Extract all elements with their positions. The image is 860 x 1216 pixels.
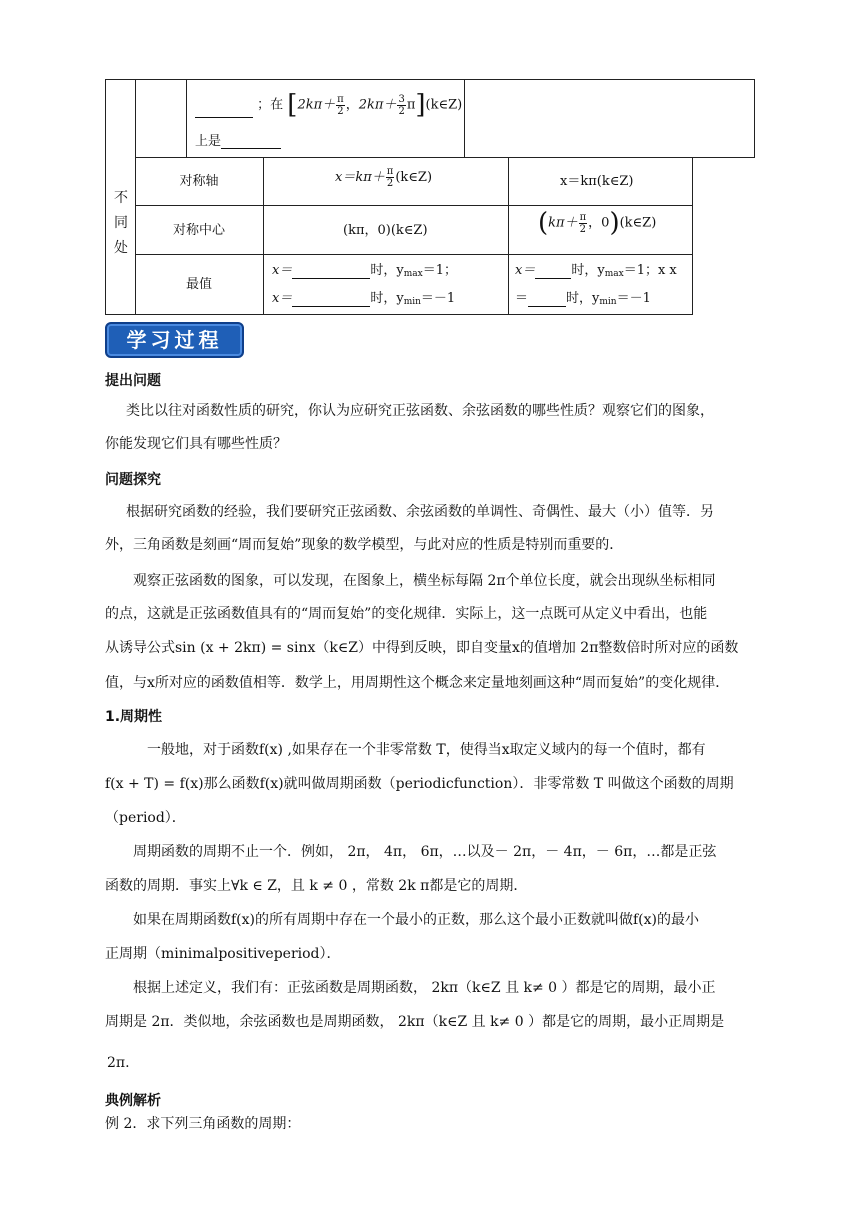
sin-axis: x＝kπ＋ $\frac{\pi}{2}$ (k∈Z) <box>335 166 433 189</box>
row-label-axis: 对称轴 <box>179 174 219 189</box>
para-7c: 2π. <box>107 1055 130 1071</box>
para-7b: 周期是 2π．类似地，余弦函数也是周期函数， 2kπ（k∈Z 且 k≠ 0 ）都是它的周期，最小正周期是 <box>105 1014 725 1030</box>
interval-pi: π <box>406 97 416 113</box>
sin-max: x＝ 时，$y_{max}=1$； <box>272 263 457 279</box>
row-label-center: 对称中心 <box>172 223 225 238</box>
text-in: ；在 <box>257 97 284 113</box>
cos-axis: x＝kπ(k∈Z) <box>560 174 634 189</box>
heading-explore: 问题探究 <box>105 472 161 488</box>
para-1b: 你能发现它们具有哪些性质？ <box>105 436 287 452</box>
sin-min: x＝ 时，$y_{min}=-1$ <box>272 291 456 307</box>
answer-blank <box>195 117 253 118</box>
left-bracket: [ <box>287 90 298 120</box>
cos-center: (kπ＋ $\frac{\pi}{2}$ ，0)(k∈Z) <box>538 208 657 238</box>
interval-sep: ， <box>345 97 359 113</box>
para-6a: 如果在周期函数f(x)的所有周期中存在一个最小的正数，那么这个最小正数就叫做f(x)的最小 <box>133 912 699 928</box>
para-4b: f(x + T) = f(x)那么函数f(x)就叫做周期函数（periodicfunction）．非零常数 T 叫做这个函数的周期 <box>105 776 734 792</box>
para-2b: 外，三角函数是刻画“周而复始”现象的数学模型，与此对应的性质是特别而重要的． <box>105 537 624 553</box>
para-2a: 根据研究函数的经验，我们要研究正弦函数、余弦函数的单调性、奇偶性、最大（小）值等．另 <box>126 504 714 520</box>
answer-blank <box>221 148 281 149</box>
cos-max: x＝ 时，$y_{max}=1$；x x <box>515 263 677 279</box>
cos-min: ＝ 时，$y_{min}=-1$ <box>515 291 651 307</box>
heading-example: 典例解析 <box>105 1093 161 1109</box>
para-5b: 函数的周期．事实上∀k ∈ Z，且 k ≠ 0 ，常数 2k π都是它的周期． <box>105 878 528 894</box>
para-5a: 周期函数的周期不止一个．例如， 2π， 4π， 6π，…以及－ 2π，－ 4π，－ 6π，…都是正弦 <box>133 844 717 860</box>
interval-start: 2kπ＋ <box>297 97 336 113</box>
monotonic-cell <box>195 92 462 118</box>
heading-periodicity: 1.周期性 <box>105 709 163 725</box>
interval-end: 2kπ＋ <box>358 97 397 113</box>
monotonic-cell-line2 <box>195 130 281 149</box>
para-3b: 的点，这就是正弦函数值具有的“周而复始”的变化规律．实际上，这一点既可从定义中看出，也能 <box>105 606 708 622</box>
para-3a: 观察正弦函数的图象，可以发现，在图象上，横坐标每隔 2π个单位长度，就会出现纵坐标相同 <box>133 573 716 589</box>
fraction-pi-2: $\frac{\pi}{2}$ <box>337 93 344 117</box>
para-1a: 类比以往对函数性质的研究，你认为应研究正弦函数、余弦函数的哪些性质？观察它们的图象， <box>126 403 714 419</box>
para-4a: 一般地，对于函数f(x) ,如果存在一个非零常数 T，使得当x取定义域内的每一个值时，都有 <box>147 742 706 758</box>
row-label-extreme: 最值 <box>185 277 212 292</box>
para-6b: 正周期（minimalpositiveperiod）． <box>105 946 341 962</box>
para-3c: 从诱导公式sin (x + 2kπ) = sinx（k∈Z）中得到反映，即自变量x的值增加 2π整数倍时所对应的函数 <box>105 640 739 656</box>
heading-raise-question: 提出问题 <box>105 373 161 389</box>
k-in-z: (k∈Z) <box>425 97 463 113</box>
fraction-3-2: $\frac{3}{2}$ <box>398 93 405 117</box>
group-label-diff: 不同处 <box>114 190 128 256</box>
right-bracket: ] <box>415 90 426 120</box>
example-2: 例 2．求下列三角函数的周期： <box>105 1116 301 1132</box>
para-3d: 值，与x所对应的函数值相等．数学上，用周期性这个概念来定量地刻画这种“周而复始”的变化规律． <box>105 675 730 691</box>
para-7a: 根据上述定义，我们有：正弦函数是周期函数， 2kπ（k∈Z 且 k≠ 0 ）都是它的周期，最小正 <box>133 980 716 996</box>
section-banner: 学习过程 <box>105 322 244 358</box>
is-label: 上是 <box>195 134 222 149</box>
sin-center: (kπ，0)(k∈Z) <box>343 223 428 238</box>
para-4c: （period）． <box>105 810 186 826</box>
